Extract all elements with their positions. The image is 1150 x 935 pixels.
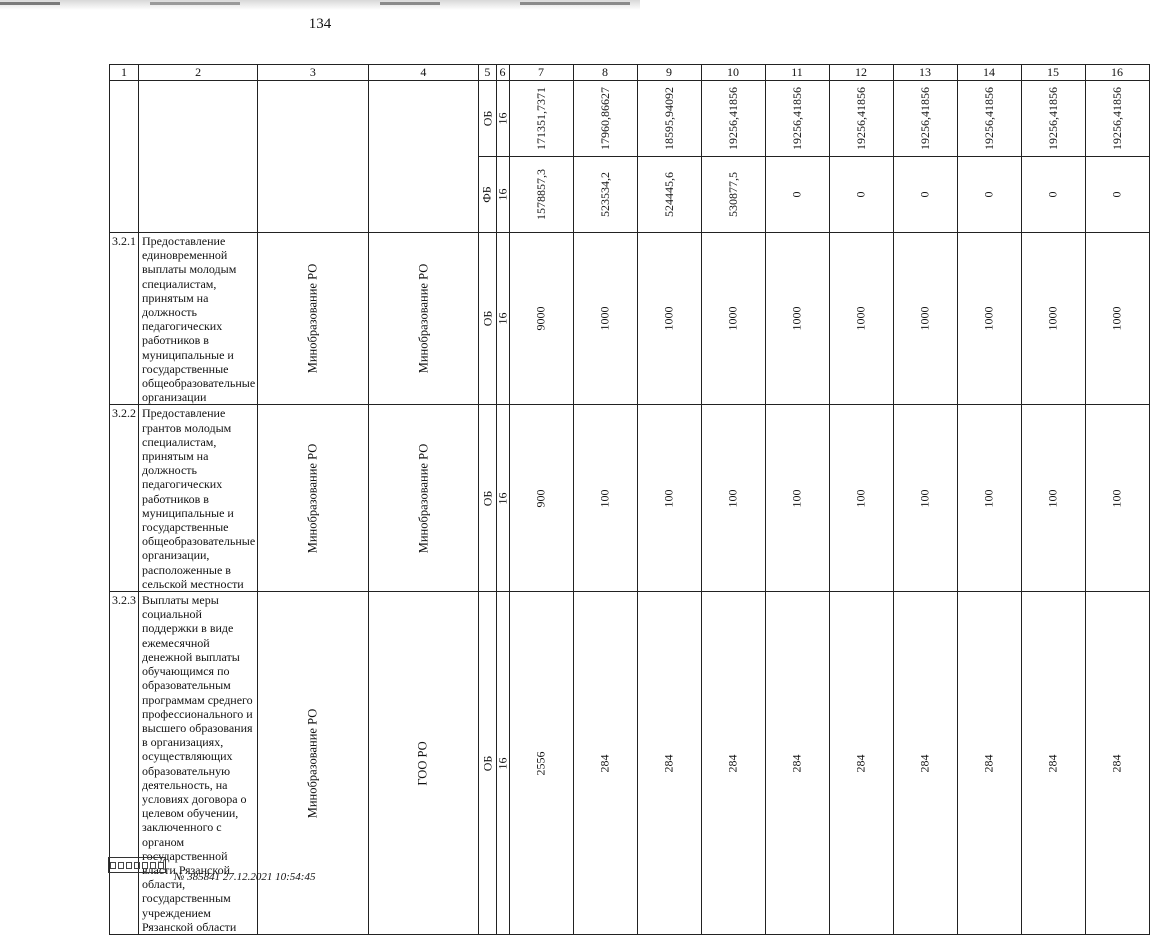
value-cell [893, 592, 957, 935]
value-cell [637, 405, 701, 592]
source-cell [479, 233, 496, 405]
measure-name: Выплаты меры социальной поддержки в виде ежемесячной денежной выплаты обучающимся по образовательным программам среднего профессионального и высшего образования в организациях, осуществляющих образовательную деятельность, на условиях договора о целевом обучении, заключенного с органом государственной власти Рязанской области, государственным учреждением Рязанской области [139, 592, 258, 935]
value-text: 284 [597, 754, 612, 773]
table-row [110, 81, 1150, 157]
table-row [110, 405, 1150, 592]
value-text: 284 [789, 754, 804, 773]
value-cell [701, 592, 765, 935]
value-text: 284 [853, 754, 868, 773]
value-cell [1085, 81, 1149, 157]
value-cell [573, 405, 637, 592]
value-cell [957, 405, 1021, 592]
code-text: 16 [495, 312, 510, 325]
responsible-text: Минобразование РО [305, 443, 320, 553]
col-number: 15 [1021, 65, 1085, 81]
value-text: 530877,5 [725, 172, 740, 217]
col-number: 1 [110, 65, 139, 81]
value-text: 19256,41856 [917, 87, 932, 150]
value-text: 100 [789, 489, 804, 508]
table-row [110, 592, 1150, 935]
code-cell [496, 592, 509, 935]
value-cell [1021, 592, 1085, 935]
code-text: 16 [495, 188, 510, 201]
code-text: 16 [495, 112, 510, 125]
source-text: ОБ [479, 490, 494, 507]
value-cell [509, 81, 573, 157]
empty-cell [258, 81, 369, 233]
value-cell [765, 592, 829, 935]
value-text: 19256,41856 [981, 87, 996, 150]
value-cell [957, 592, 1021, 935]
code-cell [496, 157, 509, 233]
value-text: 100 [853, 489, 868, 508]
column-number-row [110, 65, 1150, 81]
value-text: 100 [981, 489, 996, 508]
value-text: 19256,41856 [1045, 87, 1060, 150]
value-text: 1578857,3 [533, 169, 548, 220]
col-number: 9 [637, 65, 701, 81]
value-text: 284 [661, 754, 676, 773]
value-cell [509, 233, 573, 405]
value-cell [573, 233, 637, 405]
executor-text: Минобразование РО [415, 263, 430, 374]
value-cell [1085, 157, 1149, 233]
value-cell [637, 233, 701, 405]
code-cell [496, 81, 509, 157]
responsible-cell [258, 405, 369, 592]
value-cell [509, 157, 573, 233]
table-row [110, 233, 1150, 405]
source-cell [479, 592, 496, 935]
value-cell [573, 592, 637, 935]
value-text: 1000 [917, 306, 932, 331]
value-text: 19256,41856 [789, 87, 804, 150]
value-cell [957, 81, 1021, 157]
scan-artifact [380, 2, 440, 5]
value-text: 524445,6 [661, 172, 676, 217]
value-text: 100 [597, 489, 612, 508]
source-text: ФБ [479, 186, 494, 203]
empty-cell [110, 81, 139, 233]
source-text: ОБ [479, 755, 494, 771]
value-cell [829, 592, 893, 935]
value-text: 19256,41856 [853, 87, 868, 150]
stamp-mark [118, 862, 124, 869]
responsible-cell [258, 233, 369, 405]
value-text: 171351,7371 [533, 87, 548, 150]
value-cell [893, 157, 957, 233]
value-cell [1085, 405, 1149, 592]
row-number: 3.2.2 [110, 405, 139, 592]
value-cell [701, 81, 765, 157]
value-cell [829, 233, 893, 405]
value-text: 1000 [981, 306, 996, 331]
value-cell [637, 157, 701, 233]
stamp-mark [134, 862, 140, 869]
scan-artifact [150, 2, 240, 5]
value-text: 1000 [853, 306, 868, 331]
value-cell [1021, 157, 1085, 233]
measure-name: Предоставление грантов молодым специалистам, принятым на должность педагогических работников в муниципальные и государственные общеобразовательные организации, расположенные в сельской местности [139, 405, 258, 592]
value-cell [765, 233, 829, 405]
value-cell [893, 233, 957, 405]
col-number: 7 [509, 65, 573, 81]
col-number: 11 [765, 65, 829, 81]
measure-name: Предоставление единовременной выплаты молодым специалистам, принятым на должность педагогических работников в муниципальные и государственные общеобразовательные организации [139, 233, 258, 405]
value-text: 284 [981, 754, 996, 773]
value-cell [509, 405, 573, 592]
responsible-text: Минобразование РО [305, 263, 320, 374]
value-text: 100 [917, 489, 932, 508]
value-cell [829, 157, 893, 233]
value-text: 0 [853, 191, 868, 198]
responsible-text: Минобразование РО [305, 708, 320, 818]
executor-cell [368, 405, 479, 592]
source-text: ОБ [479, 110, 494, 127]
value-cell [509, 592, 573, 935]
col-number: 2 [139, 65, 258, 81]
row-number: 3.2.1 [110, 233, 139, 405]
value-text: 0 [789, 191, 804, 198]
value-text: 17960,86627 [597, 87, 612, 150]
stamp-mark [150, 862, 156, 869]
col-number: 16 [1085, 65, 1149, 81]
col-number: 6 [496, 65, 509, 81]
value-cell [1021, 81, 1085, 157]
col-number: 3 [258, 65, 369, 81]
value-text: 1000 [1109, 306, 1124, 331]
value-text: 284 [1045, 754, 1060, 773]
stamp-mark [126, 862, 132, 869]
responsible-cell [258, 592, 369, 935]
value-text: 0 [917, 191, 932, 198]
scan-artifact [0, 2, 60, 5]
empty-cell [368, 81, 479, 233]
code-cell [496, 233, 509, 405]
executor-cell [368, 233, 479, 405]
stamp-mark [142, 862, 148, 869]
value-text: 19256,41856 [1109, 87, 1124, 150]
value-cell [1085, 233, 1149, 405]
row-number: 3.2.3 [110, 592, 139, 935]
code-text: 16 [495, 492, 510, 505]
value-cell [637, 592, 701, 935]
value-cell [573, 157, 637, 233]
value-text: 2556 [533, 751, 548, 776]
value-cell [1021, 405, 1085, 592]
registry-stamp [108, 857, 166, 873]
source-cell [479, 157, 496, 233]
value-cell [573, 81, 637, 157]
value-cell [765, 405, 829, 592]
value-text: 100 [725, 489, 740, 508]
executor-cell [368, 592, 479, 935]
col-number: 4 [368, 65, 479, 81]
stamp-mark [110, 862, 116, 869]
value-cell [765, 157, 829, 233]
value-cell [957, 233, 1021, 405]
source-cell [479, 81, 496, 157]
value-text: 100 [1045, 489, 1060, 508]
value-text: 18595,94092 [661, 87, 676, 150]
stamp-mark [158, 862, 164, 869]
col-number: 10 [701, 65, 765, 81]
executor-text: ГОО РО [415, 740, 430, 786]
value-text: 284 [1109, 754, 1124, 773]
value-text: 284 [725, 754, 740, 773]
code-cell [496, 405, 509, 592]
value-text: 1000 [1045, 306, 1060, 331]
value-text: 100 [661, 489, 676, 508]
value-text: 0 [1109, 191, 1124, 198]
empty-cell [139, 81, 258, 233]
executor-text: Минобразование РО [415, 443, 430, 553]
code-text: 16 [495, 757, 510, 770]
value-text: 100 [1109, 489, 1124, 508]
document-number: № 385841 27.12.2021 10:54:45 [174, 871, 316, 883]
col-number: 14 [957, 65, 1021, 81]
scan-edge [0, 0, 640, 10]
value-text: 1000 [597, 306, 612, 331]
value-cell [637, 81, 701, 157]
value-cell [893, 81, 957, 157]
value-cell [893, 405, 957, 592]
col-number: 13 [893, 65, 957, 81]
value-text: 0 [1045, 191, 1060, 198]
col-number: 12 [829, 65, 893, 81]
value-cell [1085, 592, 1149, 935]
value-text: 1000 [789, 306, 804, 331]
value-cell [765, 81, 829, 157]
col-number: 5 [479, 65, 496, 81]
value-text: 284 [917, 754, 932, 773]
value-cell [701, 233, 765, 405]
value-cell [1021, 233, 1085, 405]
value-cell [829, 81, 893, 157]
value-cell [829, 405, 893, 592]
source-text: ОБ [479, 310, 494, 327]
page-number: 134 [308, 16, 332, 32]
value-cell [701, 405, 765, 592]
program-table [109, 64, 1150, 935]
col-number: 8 [573, 65, 637, 81]
value-text: 19256,41856 [725, 87, 740, 150]
value-text: 0 [981, 191, 996, 198]
value-text: 900 [533, 489, 548, 508]
value-cell [701, 157, 765, 233]
value-text: 1000 [725, 306, 740, 331]
scan-artifact [520, 2, 630, 5]
value-text: 523534,2 [597, 172, 612, 217]
source-cell [479, 405, 496, 592]
value-text: 1000 [661, 306, 676, 331]
value-text: 9000 [533, 306, 548, 331]
value-cell [957, 157, 1021, 233]
